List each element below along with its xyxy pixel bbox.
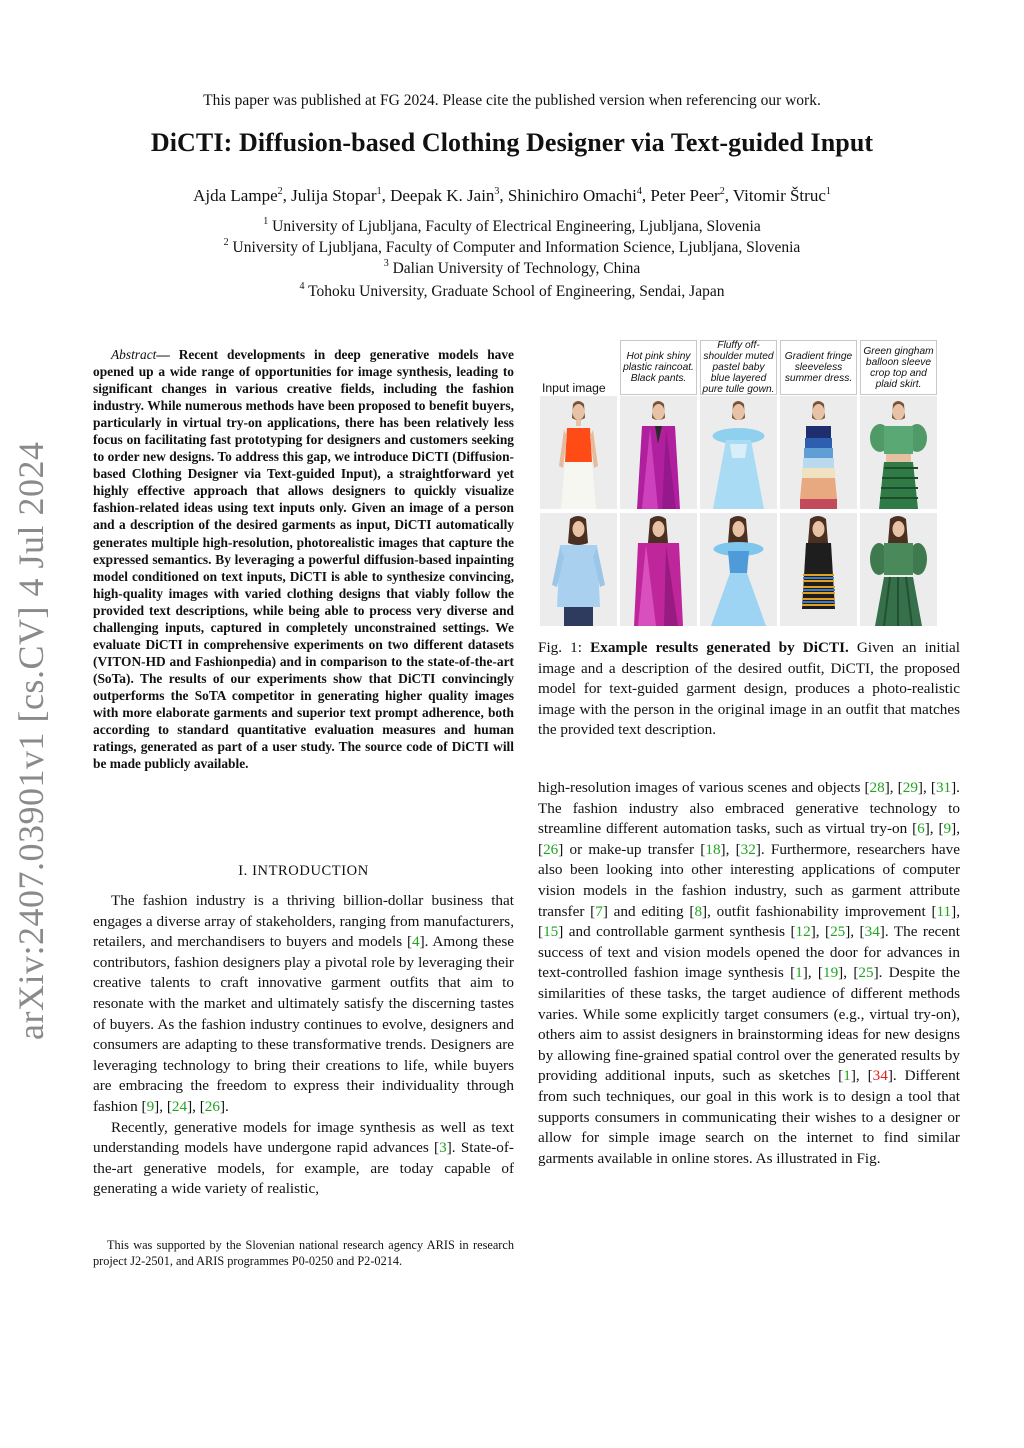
affiliation: $^4$ Tohoku University, Graduate School of Engineering, Sendai, Japan	[299, 281, 725, 300]
footnote: This was supported by the Slovenian national research agency ARIS in research project J2-2501, and ARIS programmes P0-0250 and P2-0214.	[93, 1238, 514, 1268]
citation-link[interactable]: 25	[830, 923, 846, 941]
citation-link[interactable]: 7	[595, 902, 603, 920]
input-photo	[540, 396, 617, 509]
result-photo	[620, 513, 697, 626]
paragraph: high-resolution images of various scenes and objects [28], [29], [31]. The fashion industry also embraced generative technology to streamline different automation tasks, such as virtual try-on [6], [9], [26] or make-up transfer [18], [32]. Furthermore, researchers have also been looking into other interesting applications of computer vision models in the fashion industry, such as garment attribute transfer [7] and editing [8], outfit fashionability improvement [11], [15] and controllable garment synthesis [12], [25], [34]. The recent success of text and vision models opened the door for advances in text-controlled fashion image synthesis [1], [19], [25]. Despite the similarities of these tasks, the target audience of different methods varies. While some explicitly target consumers (e.g., virtual try-on), others aim to assist designers in brainstorming ideas for new designs by allowing fine-grained spatial control over the generated results by providing additional inputs, such as sketches [1], [34]. Different from such techniques, our goal in this work is to design a tool that supports consumers in communicating their wishes to a designer or allow for simple image search on the internet to find similar garments available in online stores. As illustrated in Fig.	[538, 779, 961, 1167]
citation-link[interactable]: 1	[795, 964, 803, 982]
result-photo	[620, 396, 697, 509]
citation-link[interactable]: 6	[917, 820, 925, 838]
citation-link[interactable]: 1	[843, 1067, 851, 1085]
citation-link[interactable]: 18	[705, 840, 721, 858]
intro-text	[93, 891, 514, 1200]
affiliation: $^3$ Dalian University of Technology, China	[383, 258, 641, 277]
citation-link[interactable]: 9	[146, 1097, 155, 1115]
prompt-label: Green gingham balloon sleeve crop top and plaid skirt.	[860, 340, 937, 395]
citation-link[interactable]: 32	[740, 840, 756, 858]
citation-link[interactable]: 29	[902, 779, 918, 796]
citation-link[interactable]: 15	[543, 923, 559, 941]
abstract-dash: —	[156, 347, 170, 362]
section-heading: I. INTRODUCTION	[238, 863, 369, 879]
citation-link[interactable]: 12	[795, 923, 811, 941]
result-photo	[780, 396, 857, 509]
author-list: Ajda Lampe$^2$, Julija Stopar$^1$, Deepak K. Jain$^3$, Shinichiro Omachi$^4$, Peter Peer$^2$, Vitomir Štruc$^1$	[193, 186, 831, 205]
input-image-label: Input image	[542, 381, 606, 395]
citation-link[interactable]: 3	[439, 1139, 447, 1157]
citation-link[interactable]: 26	[543, 840, 559, 858]
abstract-text: Recent developments in deep generative models have opened up a wide range of opportunities for image synthesis, leading to significant changes in various creative fields, including the fashion industry. While numerous methods have been proposed to benefit buyers, particularly in virtual try-on applications, there has been relatively less focus on facilitating fast prototyping for designers and customers seeking to order new designs. To address this gap, we introduce DiCTI (Diffusion-based Clothing Designer via Text-guided Input), a straightforward yet highly effective approach that allows designers to quickly visualize fashion-related ideas using text inputs only. Given an image of a person and a description of the desired garments as input, DiCTI automatically generates multiple high-resolution, photorealistic images that capture the expressed semantics. By leveraging a powerful diffusion-based inpainting model conditioned on text inputs, DiCTI is able to synthesize convincing, high-quality images with varied clothing designs that viably follow the provided text descriptions, while being able to process very diverse and challenging inputs, captured in completely unconstrained settings. We evaluate DiCTI in comprehensive experiments on two different datasets (VITON-HD and Fashionpedia) and in comparison to the state-of-the-art (SoTa). The results of our experiments show that DiCTI convincingly outperforms the SoTA competitor in generating higher quality images with more elaborate garments and superior text prompt adherence, both according to standard quantitative evaluation measures and human ratings, generated as part of a user study. The source code of DiCTI will be made publicly available.	[93, 347, 514, 772]
author: Shinichiro Omachi$^4$	[507, 186, 642, 205]
result-photo	[860, 513, 937, 626]
citation-link[interactable]: 8	[694, 902, 703, 920]
result-photo	[860, 396, 937, 509]
figure-caption: Fig. 1: Example results generated by DiCTI. Given an initial image and a description of the desired outfit, DiCTI, the proposed model for text-guided garment design, produces a photo-realistic image with the person in the original image in an outfit that matches the provided text description.	[538, 639, 961, 739]
abstract-label: Abstract	[111, 347, 157, 362]
citation-link[interactable]: 31	[935, 779, 952, 796]
citation-link[interactable]: 25	[858, 964, 874, 982]
paper-title: DiCTI: Diffusion-based Clothing Designer via Text-guided Input	[150, 128, 874, 157]
citation-link[interactable]: 28	[869, 779, 885, 796]
author: Julija Stopar$^1$	[291, 186, 382, 205]
result-photo	[700, 396, 777, 509]
paragraph: The fashion industry is a thriving billion-dollar business that engages a diverse array of stakeholders, ranging from manufacturers, retailers, and merchandisers to buyers and models [4]. Among these contributors, fashion designers play a pivotal role by leveraging their creative talents to craft innovative garment outfits that aim to resonate with the market and ultimately satisfy the discerning tastes of buyers. As the fashion industry continues to evolve, designers and consumers are adapting to these transformative trends. Designers are leveraging technology to bring their creations to life, while buyers are embracing the freedom to express their individuality through fashion [9], [24], [26].	[93, 892, 514, 1115]
citation-link[interactable]: 9	[943, 820, 952, 838]
author: Vitomir Štruc$^1$	[732, 186, 831, 205]
prompt-label: Gradient fringe sleeveless summer dress.	[780, 340, 857, 395]
citation-link[interactable]: 11	[936, 902, 952, 920]
publication-notice: This paper was published at FG 2024. Please cite the published version when referencing our work.	[203, 92, 821, 109]
citation-link[interactable]: 19	[822, 964, 839, 982]
citation-link[interactable]: 34	[864, 923, 880, 941]
citation-link[interactable]: 26	[204, 1097, 220, 1115]
citation-link[interactable]: 4	[412, 933, 420, 951]
paragraph: Recently, generative models for image synthesis as well as text understanding models have undergone rapid advances [3]. State-of-the-art generative models, for example, are today capable of generating a wide variety of realistic,	[93, 1118, 514, 1198]
author: Deepak K. Jain$^3$	[390, 186, 500, 205]
author: Peter Peer$^2$	[650, 186, 725, 205]
citation-link[interactable]: 24	[171, 1097, 188, 1115]
affiliation: $^1$ University of Ljubljana, Faculty of Electrical Engineering, Ljubljana, Slovenia	[263, 216, 761, 235]
input-photo	[540, 513, 617, 626]
figure-1	[538, 336, 960, 628]
affiliation: $^2$ University of Ljubljana, Faculty of Computer and Information Science, Ljubljana, Slovenia	[223, 237, 801, 256]
prompt-label: Hot pink shiny plastic raincoat. Black pants.	[620, 340, 697, 395]
author: Ajda Lampe$^2$	[193, 186, 283, 205]
abstract	[93, 346, 514, 772]
result-photo	[780, 513, 857, 626]
prompt-label: Fluffy off-shoulder muted pastel baby blue layered pure tulle gown.	[700, 340, 777, 395]
arxiv-identifier[interactable]: arXiv:2407.03901v1 [cs.CV] 4 Jul 2024	[11, 441, 51, 1040]
figure-reference-link[interactable]: 34	[872, 1067, 888, 1085]
result-photo	[700, 513, 777, 626]
right-column-text	[538, 778, 960, 1169]
